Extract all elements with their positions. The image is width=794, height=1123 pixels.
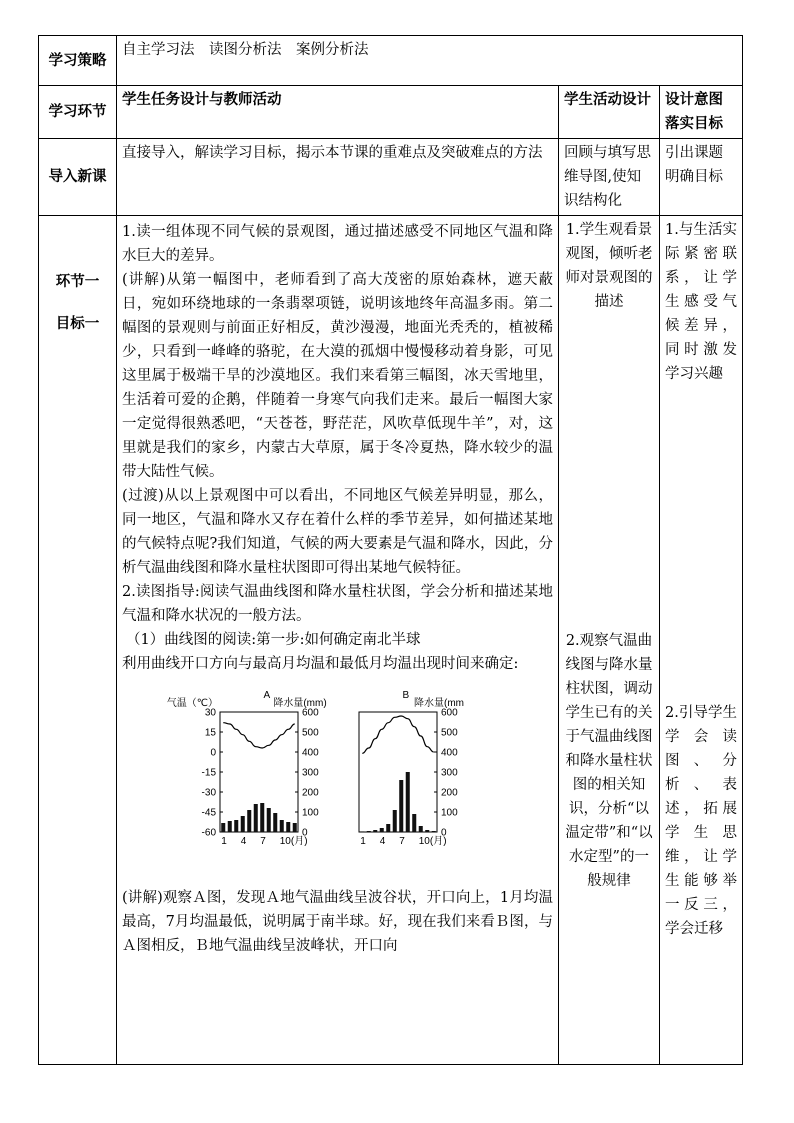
strategy-label: 学习策略 — [39, 36, 117, 86]
main-label-stage: 环节一 — [55, 274, 100, 290]
left-tick-label: -15 — [201, 767, 216, 779]
left-tick-label: 30 — [204, 707, 216, 719]
precipitation-bar — [260, 803, 264, 832]
precipitation-bar — [228, 821, 232, 832]
precipitation-bar — [254, 804, 258, 832]
right-tick-label: 600 — [441, 707, 458, 719]
precipitation-bar — [293, 823, 297, 832]
left-tick-label: -45 — [201, 807, 216, 819]
precipitation-bar — [419, 826, 423, 832]
x-tick-label: 7 — [399, 836, 405, 847]
intro-label: 导入新课 — [39, 139, 117, 216]
right-tick-label: 400 — [302, 747, 319, 759]
x-tick-label: 7 — [260, 836, 266, 847]
lesson-plan-table — [38, 35, 743, 1065]
main-activity — [559, 216, 660, 1065]
precipitation-bar — [367, 831, 371, 832]
precipitation-bar — [221, 823, 225, 832]
chart-title: B — [402, 690, 410, 701]
precipitation-bar — [425, 830, 429, 832]
x-tick-label: 1 — [360, 836, 366, 847]
climate-charts — [122, 676, 553, 886]
row-header — [39, 86, 743, 139]
precipitation-bar — [432, 831, 436, 832]
main-label-goal: 目标一 — [55, 316, 100, 332]
chart-title: A — [263, 690, 271, 701]
left-tick-label: -30 — [201, 787, 216, 799]
row-strategy — [39, 36, 743, 86]
climate-charts-svg — [122, 676, 552, 886]
x-tick-label: 10(月) — [418, 836, 447, 847]
precipitation-bar — [393, 810, 397, 832]
task-p5: （1）曲线图的阅读:第一步:如何确定南北半球 — [126, 632, 421, 648]
precipitation-bar — [360, 831, 364, 832]
left-tick-label: -60 — [201, 827, 216, 839]
y-axis-label-right: 降水量(mm — [414, 698, 464, 709]
task-p4: 2.读图指导:阅读气温曲线图和降水量柱状图，学会分析和描述某地气温和降水状况的一般方法。 — [122, 584, 553, 624]
precipitation-bar — [380, 828, 384, 832]
header-task: 学生任务设计与教师活动 — [117, 86, 559, 139]
right-tick-label: 100 — [441, 807, 458, 819]
precipitation-bar — [273, 813, 277, 832]
x-tick-label: 10(月) — [279, 836, 308, 847]
x-tick-label: 4 — [379, 836, 386, 847]
task-p2: (讲解)从第一幅图中，老师看到了高大茂密的原始森林，遮天蔽日，宛如环绕地球的一条翡翠项链，说明该地终年高温多雨。第二幅图的景观则与前面正好相反，黄沙漫漫，地面光秃秃的，植被稀少，只看到一峰峰的骆驼，在大漠的孤烟中慢慢移动着身影，可见这里属于极端干旱的沙漠地区。我们来看第三幅图，冰天雪地里，生活着可爱的企鹅，伴随着一身寒气向我们走来。最后一幅图大家一定觉得很熟悉吧，“天苍苍，野茫茫，风吹草低现牛羊”，对，这里就是我们的家乡，内蒙古大草原，属于冬冷夏热，降水较少的温带大陆性气候。 — [122, 272, 553, 480]
task-p1: 1.读一组体现不同气候的景观图，通过描述感受不同地区气温和降水巨大的差异。 — [122, 224, 553, 264]
precipitation-bar — [280, 820, 284, 832]
right-tick-label: 0 — [302, 827, 308, 839]
precipitation-bar — [267, 808, 271, 832]
precipitation-bar — [386, 824, 390, 832]
header-activity: 学生活动设计 — [559, 86, 660, 139]
left-tick-label: 15 — [204, 727, 216, 739]
intro-intent: 引出课题明确目标 — [660, 139, 743, 216]
temperature-line — [223, 723, 295, 748]
precipitation-bar — [234, 820, 238, 832]
right-tick-label: 200 — [441, 787, 458, 799]
precipitation-bar — [406, 772, 410, 832]
right-tick-label: 400 — [441, 747, 458, 759]
right-tick-label: 0 — [441, 827, 447, 839]
task-p7: (讲解)观察Ａ图，发现Ａ地气温曲线呈波谷状，开口向上，1月均温最高，7月均温最低，说明属于南半球。好，现在我们来看Ｂ图，与Ａ图相反，Ｂ地气温曲线呈波峰状，开口向 — [122, 890, 553, 954]
intro-task: 直接导入，解读学习目标，揭示本节课的重难点及突破难点的方法 — [117, 139, 559, 216]
header-stage: 学习环节 — [39, 86, 117, 139]
task-p3: (过渡)从以上景观图中可以看出，不同地区气候差异明显，那么，同一地区，气温和降水又存在着什么样的季节差异，如何描述某地的气候特点呢?我们知道，气候的两大要素是气温和降水，因此，分析气温曲线图和降水量柱状图即可得出某地气候特征。 — [122, 488, 553, 576]
activity-b: 2.观察气温曲线图与降水量柱状图，调动学生已有的关于气温曲线图和降水量柱状图的相关知识，分析“以温定带”和“以水定型”的一般规律 — [565, 633, 653, 889]
temperature-line — [362, 716, 434, 753]
x-tick-label: 1 — [221, 836, 227, 847]
main-label — [39, 216, 117, 1065]
x-tick-label: 4 — [240, 836, 247, 847]
task-p6: 利用曲线开口方向与最高月均温和最低月均温出现时间来确定: — [122, 656, 519, 672]
left-tick-label: 0 — [210, 747, 216, 759]
intro-activity: 回顾与填写思维导图,使知识结构化 — [559, 139, 660, 216]
right-tick-label: 500 — [441, 727, 458, 739]
precipitation-bar — [241, 816, 245, 832]
main-intent — [660, 216, 743, 1065]
chart-frame — [359, 712, 437, 832]
precipitation-bar — [373, 830, 377, 832]
intent-b: 2.引导学生学会读图、分析、表述，拓展学生思维，让学生能够举一反三，学会迁移 — [665, 705, 738, 937]
y-axis-label-left: 气温（℃） — [166, 698, 218, 709]
right-tick-label: 300 — [441, 767, 458, 779]
precipitation-bar — [247, 810, 251, 832]
header-intent: 设计意图落实目标 — [660, 86, 743, 139]
y-axis-label-right: 降水量(mm) — [273, 698, 327, 709]
row-main — [39, 216, 743, 1065]
precipitation-bar — [399, 780, 403, 832]
right-tick-label: 100 — [302, 807, 319, 819]
precipitation-bar — [412, 814, 416, 832]
strategy-value: 自主学习法 读图分析法 案例分析法 — [117, 36, 743, 86]
activity-a: 1.学生观看景观图，倾听老师对景观图的描述 — [565, 222, 653, 310]
right-tick-label: 500 — [302, 727, 319, 739]
intent-a: 1.与生活实际紧密联系，让学生感受气候差异，同时激发学习兴趣 — [665, 222, 738, 382]
precipitation-bar — [286, 822, 290, 832]
row-intro — [39, 139, 743, 216]
right-tick-label: 600 — [302, 707, 319, 719]
right-tick-label: 200 — [302, 787, 319, 799]
main-task — [117, 216, 559, 1065]
right-tick-label: 300 — [302, 767, 319, 779]
